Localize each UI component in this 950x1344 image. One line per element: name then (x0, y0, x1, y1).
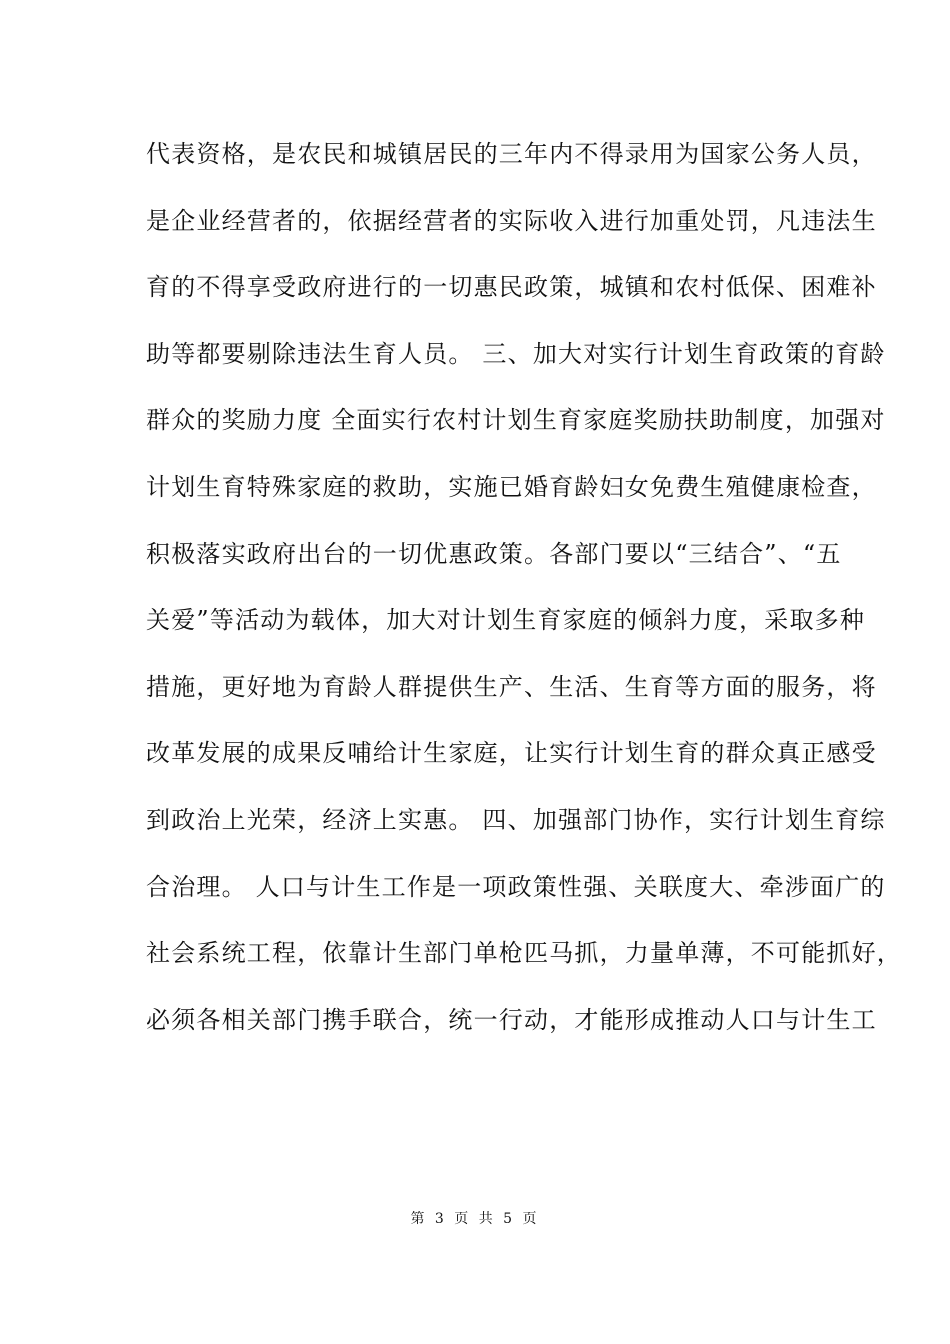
text-line: 代表资格，是农民和城镇居民的三年内不得录用为国家公务人员， (146, 140, 877, 168)
text-line: 是企业经营者的，依据经营者的实际收入进行加重处罚，凡违法生 (146, 206, 877, 235)
text-line: 积极落实政府出台的一切优惠政策。各部门要以“三结合”、“五 (146, 539, 842, 568)
text-line: 社会系统工程，依靠计生部门单枪匹马抓，力量单薄，不可能抓好， (146, 939, 902, 968)
body-text (146, 126, 902, 1058)
text-line: 必须各相关部门携手联合，统一行动，才能形成推动人口与计生工 (146, 1005, 877, 1034)
text-line: 改革发展的成果反哺给计生家庭，让实行计划生育的群众真正感受 (146, 739, 877, 768)
text-line: 合治理。 人口与计生工作是一项政策性强、关联度大、牵涉面广的 (146, 872, 886, 901)
text-line: 措施，更好地为育龄人群提供生产、生活、生育等方面的服务，将 (146, 672, 877, 701)
text-line: 计划生育特殊家庭的救助，实施已婚育龄妇女免费生殖健康检查， (146, 472, 877, 501)
page-footer: 第 3 页 共 5 页 (410, 1211, 540, 1227)
text-line: 助等都要剔除违法生育人员。 三、加大对实行计划生育政策的育龄 (146, 339, 886, 368)
text-line: 群众的奖励力度 全面实行农村计划生育家庭奖励扶助制度，加强对 (146, 406, 886, 435)
text-line: 到政治上光荣，经济上实惠。 四、加强部门协作，实行计划生育综 (146, 805, 886, 834)
text-line: 关爱”等活动为载体，加大对计划生育家庭的倾斜力度，采取多种 (146, 606, 866, 635)
text-line: 育的不得享受政府进行的一切惠民政策，城镇和农村低保、困难补 (146, 273, 877, 302)
